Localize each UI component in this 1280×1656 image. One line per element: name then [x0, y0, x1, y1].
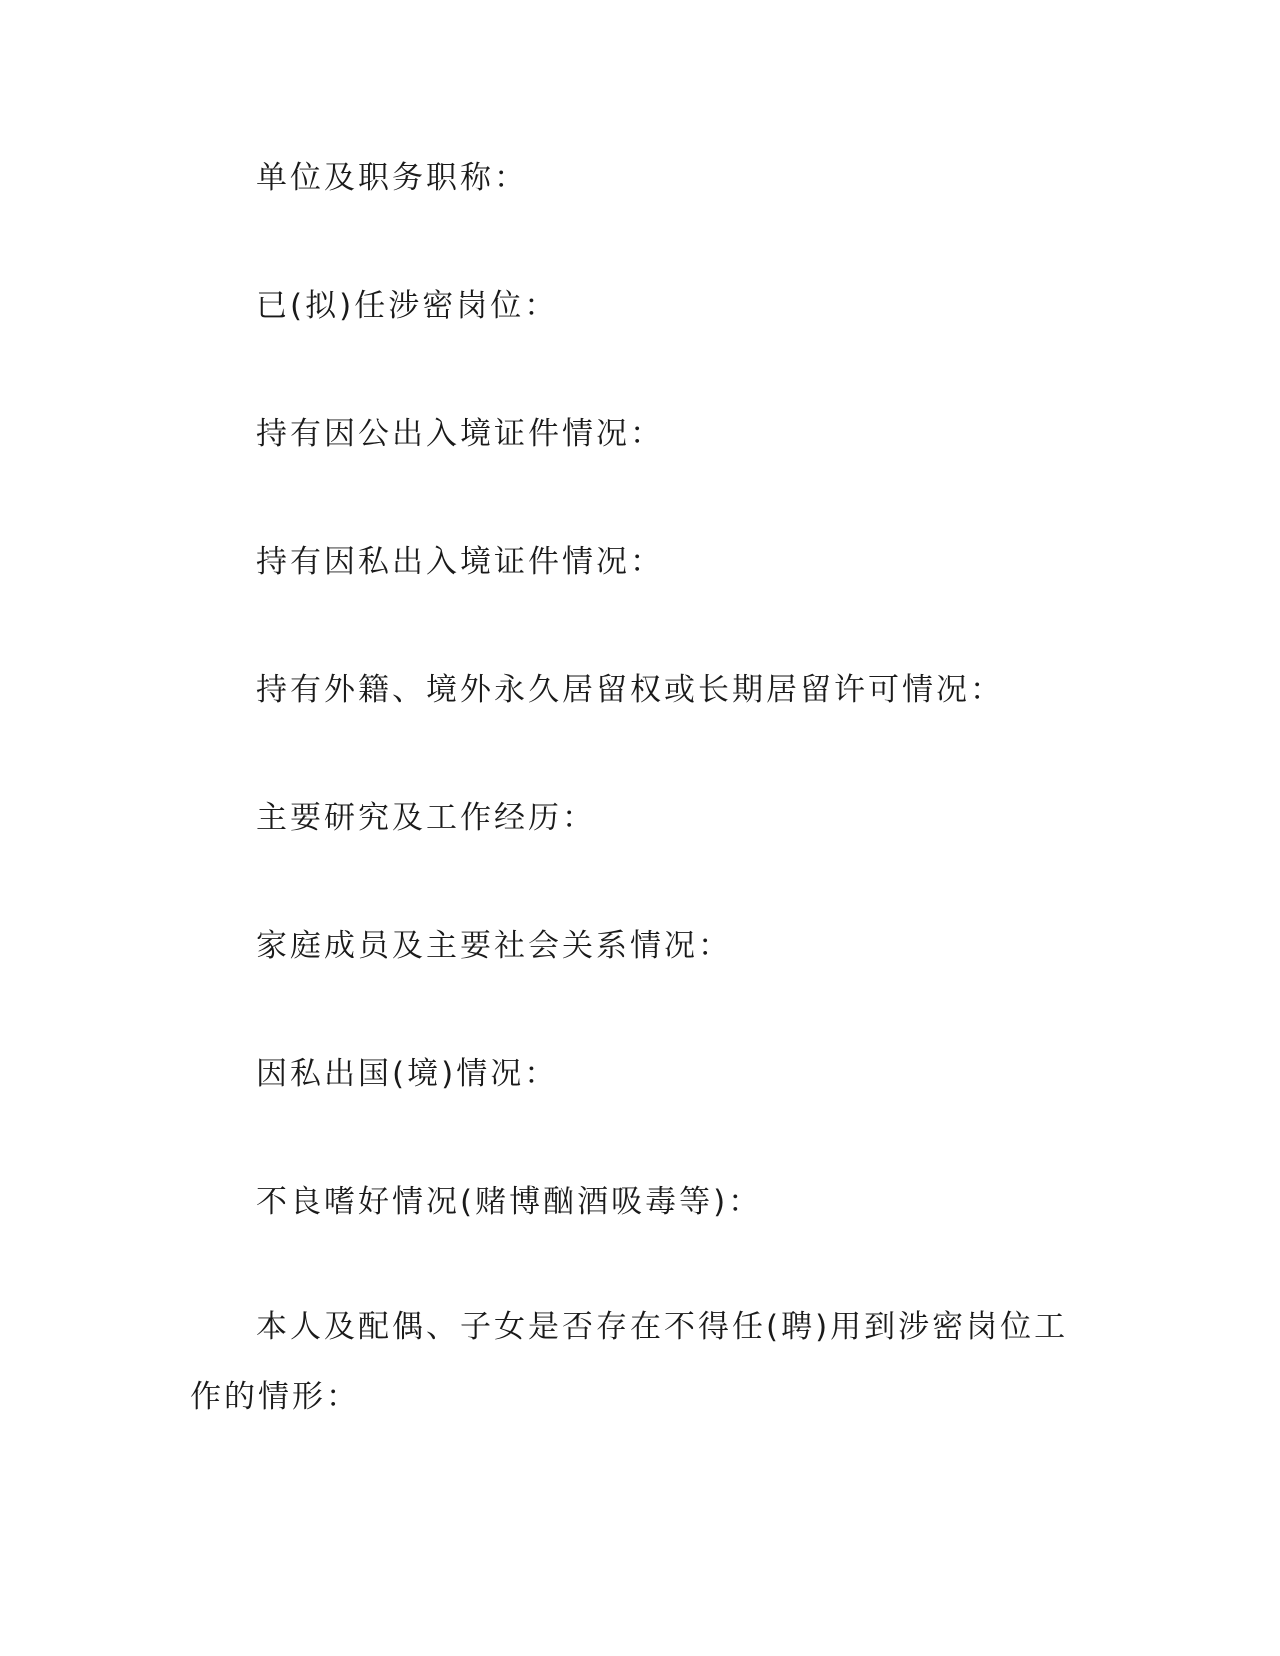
field-bad-habits: 不良嗜好情况(赌博酗酒吸毒等)： — [256, 1184, 763, 1220]
field-unit-position-title: 单位及职务职称： — [256, 160, 528, 196]
field-classified-position: 已(拟)任涉密岗位： — [256, 288, 559, 324]
disqualifying-circumstances-line-1: 本人及配偶、子女是否存在不得任(聘)用到涉密岗位工 — [256, 1309, 1069, 1345]
field-research-work-history: 主要研究及工作经历： — [256, 800, 596, 836]
field-family-social-relations: 家庭成员及主要社会关系情况： — [256, 928, 732, 964]
field-private-travel-documents: 持有因私出入境证件情况： — [256, 544, 664, 580]
field-official-travel-documents: 持有因公出入境证件情况： — [256, 416, 664, 452]
disqualifying-circumstances-line-2: 作的情形： — [190, 1379, 360, 1415]
field-foreign-residency-status: 持有外籍、境外永久居留权或长期居留许可情况： — [256, 672, 1004, 708]
field-disqualifying-circumstances — [190, 1292, 1090, 1432]
field-private-overseas-travel: 因私出国(境)情况： — [256, 1056, 559, 1092]
